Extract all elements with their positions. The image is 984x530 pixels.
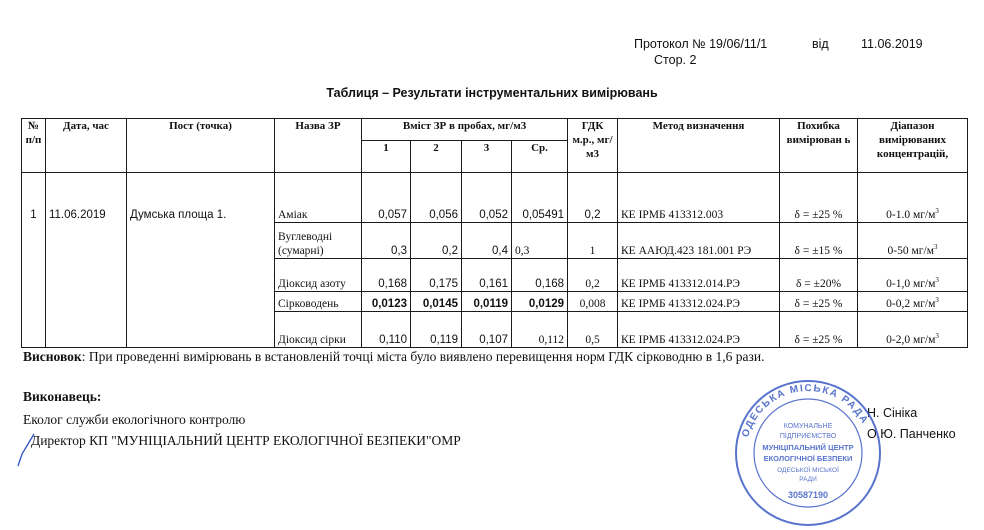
stamp-line: ОДЕСЬКОЇ МІСЬКОЇ [777, 467, 839, 474]
gdk-value: 0,2 [568, 173, 618, 223]
gdk-value: 1 [568, 223, 618, 259]
method-value: КЕ ІРМБ 413312.024.РЭ [618, 292, 780, 312]
range-text: 0-0,2 мг/м [886, 298, 936, 310]
gdk-value: 0,2 [568, 259, 618, 292]
substance-name: Діоксид сірки [275, 312, 362, 348]
substance-name: Аміак [275, 173, 362, 223]
stamp-line: ПІДПРИЄМСТВО [779, 433, 837, 440]
range-value [858, 292, 968, 312]
range-value [858, 259, 968, 292]
sample-1-value: 0,3 [362, 223, 411, 259]
col-header-range: Діапазон вимірюваних концентрацій, [858, 119, 968, 173]
sample-2-value: 0,0145 [411, 292, 462, 312]
sample-1-value: 0,168 [362, 259, 411, 292]
col-header-sample-1: 1 [362, 141, 411, 173]
sample-3-value: 0,0119 [462, 292, 512, 312]
stamp-line: РАДИ [799, 476, 817, 483]
range-text: 0-1.0 мг/м [886, 209, 936, 221]
executor-label: Виконавець: [23, 389, 102, 404]
error-value: δ = ±25 % [780, 312, 858, 348]
row-post: Думська площа 1. [127, 173, 275, 348]
sample-3-value: 0,052 [462, 173, 512, 223]
range-superscript: 3 [935, 276, 939, 285]
col-header-method: Метод визначення [618, 119, 780, 173]
col-header-sample-2: 2 [411, 141, 462, 173]
sample-1-value: 0,0123 [362, 292, 411, 312]
method-value: КЕ ІРМБ 413312.024.РЭ [618, 312, 780, 348]
sample-2-value: 0,119 [411, 312, 462, 348]
signature-mark-icon [16, 432, 38, 468]
gdk-value: 0,5 [568, 312, 618, 348]
col-header-average: Ср. [512, 141, 568, 173]
col-header-num: № п/п [22, 119, 46, 173]
sample-3-value: 0,4 [462, 223, 512, 259]
range-superscript: 3 [935, 207, 939, 216]
average-value: 0,168 [512, 259, 568, 292]
protocol-date: 11.06.2019 [861, 37, 923, 51]
stamp-line: МУНІЦІПАЛЬНИЙ ЦЕНТР [762, 443, 854, 452]
stamp-line: КОМУНАЛЬНЕ [783, 423, 833, 430]
col-header-content: Вміст ЗР в пробах, мг/м3 [362, 119, 568, 141]
official-stamp [733, 378, 883, 528]
protocol-number: Протокол № 19/06/11/1 [634, 37, 768, 51]
sample-2-value: 0,2 [411, 223, 462, 259]
protocol-from: від [812, 37, 829, 51]
stamp-outer-text: ОДЕСЬКА МІСЬКА РАДА [740, 382, 871, 439]
col-header-datetime: Дата, час [46, 119, 127, 173]
sample-2-value: 0,056 [411, 173, 462, 223]
error-value: δ = ±20% [780, 259, 858, 292]
substance-name: Вуглеводні (сумарні) [275, 223, 362, 259]
range-value [858, 173, 968, 223]
error-value: δ = ±25 % [780, 173, 858, 223]
gdk-value: 0,008 [568, 292, 618, 312]
sample-3-value: 0,161 [462, 259, 512, 292]
conclusion-text: : При проведенні вимірювань в встановленій точці міста було виявлено перевищення норм ГДК сірководню в 1,6 рази. [81, 349, 765, 364]
range-text: 0-1,0 мг/м [886, 278, 936, 290]
average-value: 0,05491 [512, 173, 568, 223]
sample-1-value: 0,110 [362, 312, 411, 348]
sample-3-value: 0,107 [462, 312, 512, 348]
table-row [22, 173, 968, 223]
table-title: Таблиця – Результати інструментальних вимірювань [326, 86, 658, 100]
col-header-gdk: ГДК м.р., мг/м3 [568, 119, 618, 173]
stamp-code: 30587190 [787, 490, 829, 500]
col-header-sample-3: 3 [462, 141, 512, 173]
stamp-line: ЕКОЛОГІЧНОЇ БЕЗПЕКИ [763, 454, 853, 463]
ecologist-position: Еколог служби екологічного контролю [23, 412, 246, 427]
conclusion [23, 346, 823, 367]
method-value: КЕ ІРМБ 413312.014.РЭ [618, 259, 780, 292]
average-value: 0,3 [512, 223, 568, 259]
range-text: 0-2,0 мг/м [886, 334, 936, 346]
substance-name: Діоксид азоту [275, 259, 362, 292]
error-value: δ = ±25 % [780, 292, 858, 312]
method-value: КЕ ААЮД.423 181.001 РЭ [618, 223, 780, 259]
page-number: Стор. 2 [654, 53, 697, 67]
range-superscript: 3 [933, 243, 938, 252]
range-superscript: 3 [935, 332, 939, 341]
col-header-post: Пост (точка) [127, 119, 275, 173]
average-value: 0,0129 [512, 292, 568, 312]
row-num: 1 [22, 173, 46, 348]
row-date: 11.06.2019 [46, 173, 127, 348]
sample-2-value: 0,175 [411, 259, 462, 292]
substance-name: Сірководень [275, 292, 362, 312]
svg-text:ОДЕСЬКА МІСЬКА РАДА [740, 383, 870, 439]
director-position: Директор КП "МУНІЦІАЛЬНИЙ ЦЕНТР ЕКОЛОГІЧНОЇ БЕЗПЕКИ"ОМР [31, 433, 461, 448]
director-name: О.Ю. Панченко [867, 427, 956, 441]
ecologist-name: Н. Сініка [867, 406, 918, 420]
range-text: 0-50 мг/м [887, 245, 934, 257]
range-value [858, 223, 968, 259]
average-value: 0,112 [512, 312, 568, 348]
results-table [21, 118, 968, 348]
col-header-error: Похибка вимірюван ь [780, 119, 858, 173]
conclusion-label: Висновок [23, 349, 82, 364]
method-value: КЕ ІРМБ 413312.003 [618, 173, 780, 223]
sample-1-value: 0,057 [362, 173, 411, 223]
col-header-substance: Назва ЗР [275, 119, 362, 173]
error-value: δ = ±15 % [780, 223, 858, 259]
range-value [858, 312, 968, 348]
range-superscript: 3 [935, 296, 939, 305]
